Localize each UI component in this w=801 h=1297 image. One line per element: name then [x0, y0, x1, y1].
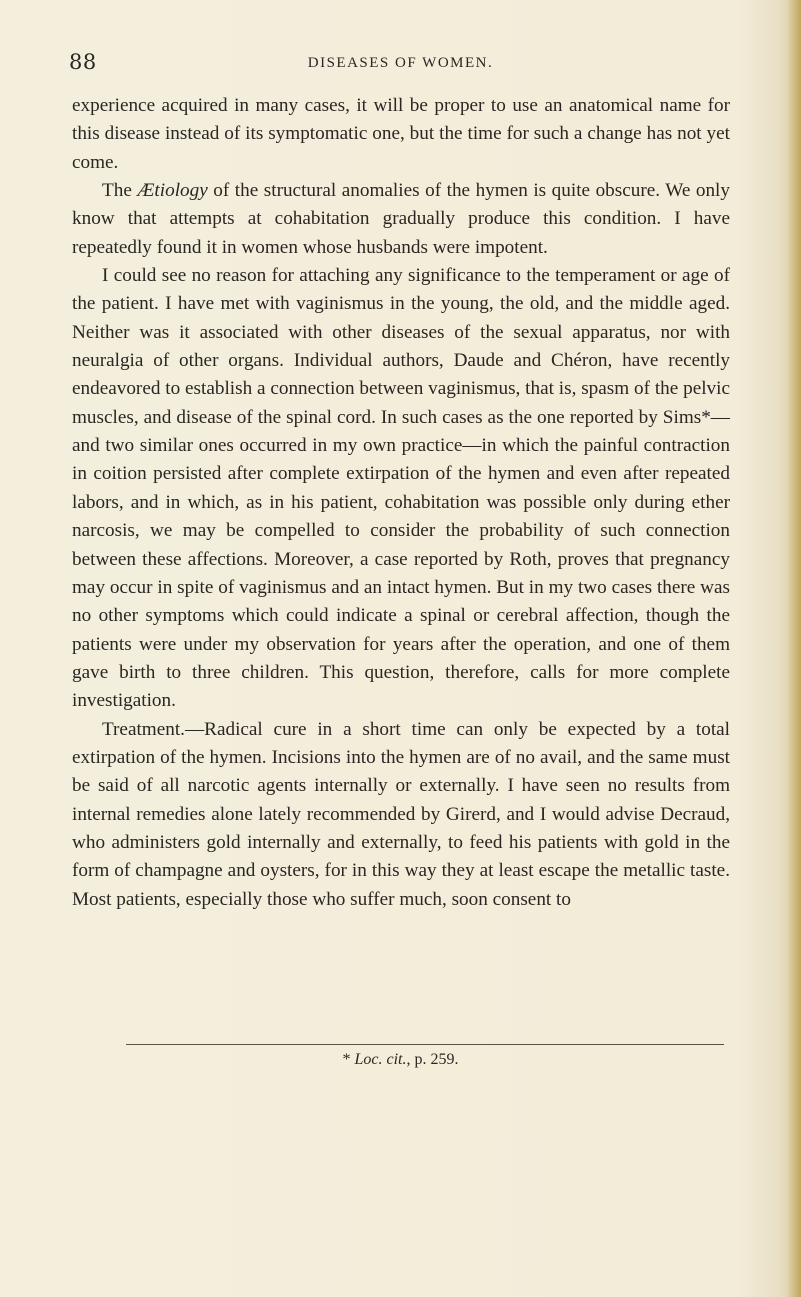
paragraph-aetiology	[72, 177, 730, 262]
treatment-heading: Treatment.	[102, 718, 185, 740]
running-head: DISEASES OF WOMEN.	[307, 55, 494, 71]
aetiology-text: of the structural anomalies of the hymen is quite obscure. We only know that attempts at cohabitation gradually produce this condition. I have repeatedly found it in women whose husbands were impotent.	[72, 180, 730, 258]
page-number: 88	[69, 50, 97, 74]
footnote-page: , p. 259.	[406, 1051, 459, 1068]
footnote	[0, 1051, 801, 1069]
aetiology-term: Ætiology	[137, 180, 208, 202]
page-edge	[787, 0, 801, 1297]
paragraph-treatment	[72, 716, 730, 914]
footnote-citation: Loc. cit.	[354, 1051, 407, 1068]
paragraph-continuation: experience acquired in many cases, it will be proper to use an anatomical name for this disease instead of its symptomatic one, but the time for such a change has not yet come.	[72, 95, 730, 173]
aetiology-lead: The	[102, 180, 138, 202]
footnote-rule	[126, 1044, 724, 1045]
page-header	[0, 50, 801, 84]
paragraph-temperament: I could see no reason for attaching any significance to the temperament or age of the patient. I have met with vaginismus in the young, the old, and the middle aged. Neither was it associated with other diseases of the sexual apparatus, nor with neuralgia of other organs. Individual authors, Daude and Chéron, have recently endeavored to establish a connection between vaginismus, that is, spasm of the pelvic muscles, and disease of the spinal cord. In such cases as the one reported by Sims*—and two similar ones occurred in my own practice—in which the painful contraction in coition persisted after complete extirpation of the hymen and even after repeated labors, and in which, as in his patient, cohabitation was possible only during ether narcosis, we may be compelled to consider the probability of such connection between these affections. Moreover, a case reported by Roth, proves that pregnancy may occur in spite of vaginismus and an intact hymen. But in my two cases there was no other symptoms which could indicate a spinal or cerebral affection, though the patients were under my observation for years after the operation, and one of them gave birth to three children. This question, therefore, calls for more complete investigation.	[72, 265, 730, 712]
treatment-text: —Radical cure in a short time can only be expected by a total extirpation of the hymen. Incisions into the hymen are of no avail, and the same must be said of all narcotic agents internally or externally. I have seen no results from internal remedies alone lately recommended by Girerd, and I would advise Decraud, who administers gold internally and externally, to feed his patients with gold in the form of champagne and oysters, for in this way they at least escape the metallic taste. Most patients, especially those who suffer much, soon consent to	[72, 718, 730, 910]
footnote-marker: *	[342, 1051, 355, 1068]
body-text	[72, 92, 730, 914]
